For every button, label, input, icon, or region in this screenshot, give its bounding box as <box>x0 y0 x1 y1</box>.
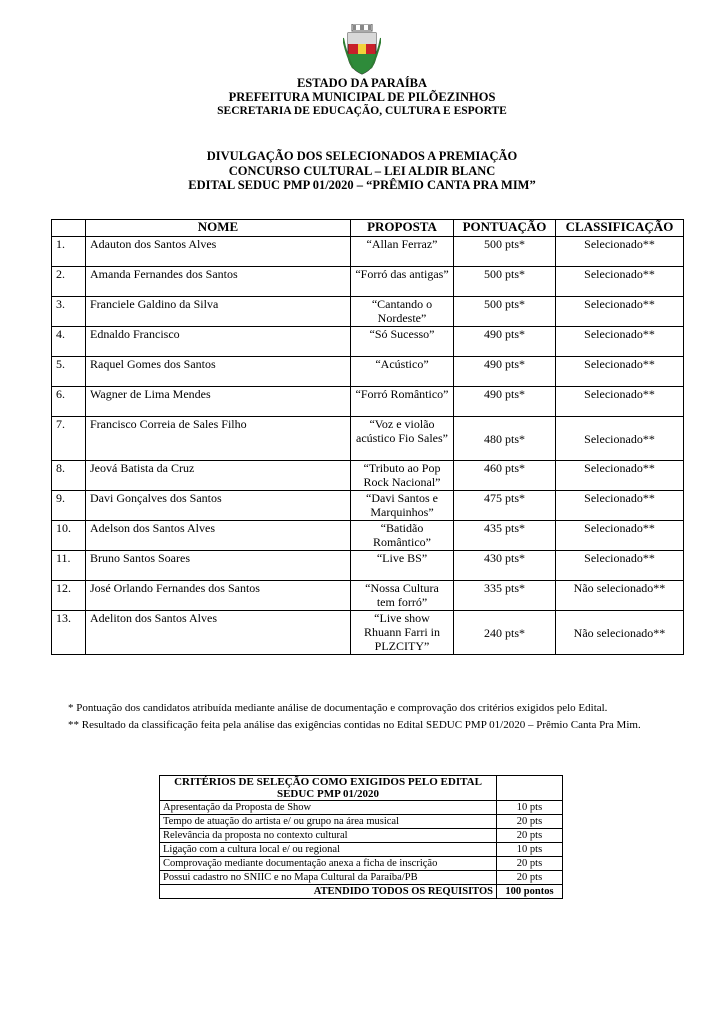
criteria-row <box>160 815 563 829</box>
candidate-name: Davi Gonçalves dos Santos <box>86 491 351 521</box>
criteria-total-label: ATENDIDO TODOS OS REQUISITOS <box>160 885 497 899</box>
classification: Selecionado** <box>556 357 684 387</box>
column-header-number <box>52 220 86 237</box>
row-number: 5. <box>52 357 86 387</box>
proposal-name: “Forró Romântico” <box>351 387 454 417</box>
document-title <box>0 149 724 193</box>
criteria-row <box>160 829 563 843</box>
column-header-proposal: PROPOSTA <box>351 220 454 237</box>
score: 490 pts* <box>454 357 556 387</box>
table-row <box>52 611 684 655</box>
proposal-name: “Batidão Romântico” <box>351 521 454 551</box>
table-row <box>52 267 684 297</box>
proposal-name: “Só Sucesso” <box>351 327 454 357</box>
criteria-points: 20 pts <box>497 871 563 885</box>
criteria-row <box>160 871 563 885</box>
criteria-header: CRITÉRIOS DE SELEÇÃO COMO EXIGIDOS PELO EDITAL SEDUC PMP 01/2020 <box>160 776 497 801</box>
classification: Selecionado** <box>556 491 684 521</box>
classification: Selecionado** <box>556 461 684 491</box>
classification: Selecionado** <box>556 237 684 267</box>
state-name: ESTADO DA PARAÍBA <box>296 76 428 90</box>
table-row <box>52 357 684 387</box>
score: 500 pts* <box>454 267 556 297</box>
proposal-name: “Nossa Cultura tem forró” <box>351 581 454 611</box>
criteria-label: Tempo de atuação do artista e/ ou grupo na área musical <box>160 815 497 829</box>
row-number: 6. <box>52 387 86 417</box>
candidate-name: José Orlando Fernandes dos Santos <box>86 581 351 611</box>
department-name: SECRETARIA DE EDUCAÇÃO, CULTURA E ESPORTE <box>217 105 507 117</box>
candidate-name: Wagner de Lima Mendes <box>86 387 351 417</box>
title-line-3: EDITAL SEDUC PMP 01/2020 – “PRÊMIO CANTA PRA MIM” <box>188 178 536 192</box>
criteria-label: Relevância da proposta no contexto cultural <box>160 829 497 843</box>
proposal-name: “Live show Rhuann Farri in PLZCITY” <box>351 611 454 655</box>
column-header-classification: CLASSIFICAÇÃO <box>556 220 684 237</box>
classification: Não selecionado** <box>556 611 684 655</box>
row-number: 3. <box>52 297 86 327</box>
proposal-name: “Voz e violão acústico Fio Sales” <box>351 417 454 461</box>
score: 335 pts* <box>454 581 556 611</box>
criteria-table <box>159 775 563 899</box>
row-number: 9. <box>52 491 86 521</box>
candidate-name: Francisco Correia de Sales Filho <box>86 417 351 461</box>
classification: Selecionado** <box>556 387 684 417</box>
classification: Selecionado** <box>556 267 684 297</box>
proposal-name: “Live BS” <box>351 551 454 581</box>
score: 435 pts* <box>454 521 556 551</box>
title-line-1: DIVULGAÇÃO DOS SELECIONADOS A PREMIAÇÃO <box>206 149 518 163</box>
criteria-total-points: 100 pontos <box>497 885 563 899</box>
proposal-name: “Forró das antigas” <box>351 267 454 297</box>
score: 500 pts* <box>454 297 556 327</box>
criteria-label: Ligação com a cultura local e/ ou regional <box>160 843 497 857</box>
row-number: 8. <box>52 461 86 491</box>
criteria-label: Possui cadastro no SNIIC e no Mapa Cultural da Paraíba/PB <box>160 871 497 885</box>
score: 240 pts* <box>454 611 556 655</box>
score: 500 pts* <box>454 237 556 267</box>
title-line-2: CONCURSO CULTURAL – LEI ALDIR BLANC <box>228 163 496 178</box>
candidate-name: Raquel Gomes dos Santos <box>86 357 351 387</box>
score: 490 pts* <box>454 327 556 357</box>
candidate-name: Adelson dos Santos Alves <box>86 521 351 551</box>
candidate-name: Franciele Galdino da Silva <box>86 297 351 327</box>
proposal-name: “Davi Santos e Marquinhos” <box>351 491 454 521</box>
score: 490 pts* <box>454 387 556 417</box>
document-header <box>0 76 724 118</box>
table-row <box>52 581 684 611</box>
classification: Selecionado** <box>556 417 684 461</box>
candidate-name: Adauton dos Santos Alves <box>86 237 351 267</box>
table-row <box>52 327 684 357</box>
row-number: 7. <box>52 417 86 461</box>
proposal-name: “Acústico” <box>351 357 454 387</box>
municipality-name: PREFEITURA MUNICIPAL DE PILÕEZINHOS <box>228 90 496 104</box>
criteria-points: 20 pts <box>497 815 563 829</box>
footnote-score: * Pontuação dos candidatos atribuída mediante análise de documentação e comprovação dos critérios exigidos pelo Edital. <box>68 702 608 714</box>
criteria-label: Apresentação da Proposta de Show <box>160 801 497 815</box>
classification: Não selecionado** <box>556 581 684 611</box>
criteria-row <box>160 857 563 871</box>
row-number: 12. <box>52 581 86 611</box>
classification: Selecionado** <box>556 327 684 357</box>
classification: Selecionado** <box>556 551 684 581</box>
score: 480 pts* <box>454 417 556 461</box>
classification: Selecionado** <box>556 521 684 551</box>
criteria-points: 10 pts <box>497 801 563 815</box>
criteria-row <box>160 801 563 815</box>
table-row <box>52 417 684 461</box>
candidate-name: Ednaldo Francisco <box>86 327 351 357</box>
table-row <box>52 521 684 551</box>
row-number: 11. <box>52 551 86 581</box>
table-header-row <box>52 220 684 237</box>
candidate-name: Jeová Batista da Cruz <box>86 461 351 491</box>
table-row <box>52 551 684 581</box>
criteria-header-row <box>160 776 563 801</box>
row-number: 1. <box>52 237 86 267</box>
candidate-name: Adeliton dos Santos Alves <box>86 611 351 655</box>
criteria-header-blank <box>497 776 563 801</box>
table-row <box>52 491 684 521</box>
table-row <box>52 237 684 267</box>
criteria-total-row <box>160 885 563 899</box>
table-row <box>52 461 684 491</box>
table-row <box>52 297 684 327</box>
criteria-points: 10 pts <box>497 843 563 857</box>
score: 430 pts* <box>454 551 556 581</box>
criteria-points: 20 pts <box>497 857 563 871</box>
column-header-score: PONTUAÇÃO <box>454 220 556 237</box>
criteria-label: Comprovação mediante documentação anexa a ficha de inscrição <box>160 857 497 871</box>
score: 460 pts* <box>454 461 556 491</box>
proposal-name: “Cantando o Nordeste” <box>351 297 454 327</box>
results-table <box>51 219 684 655</box>
candidate-name: Bruno Santos Soares <box>86 551 351 581</box>
footnotes <box>68 700 678 734</box>
column-header-name: NOME <box>86 220 351 237</box>
footnote-classification: ** Resultado da classificação feita pela análise das exigências contidas no Edital SEDUC PMP 01/2020 – Prêmio Canta Pra Mim. <box>68 719 641 731</box>
row-number: 4. <box>52 327 86 357</box>
row-number: 13. <box>52 611 86 655</box>
criteria-row <box>160 843 563 857</box>
classification: Selecionado** <box>556 297 684 327</box>
coat-of-arms-icon <box>343 24 381 76</box>
row-number: 10. <box>52 521 86 551</box>
table-row <box>52 387 684 417</box>
criteria-points: 20 pts <box>497 829 563 843</box>
row-number: 2. <box>52 267 86 297</box>
proposal-name: “Allan Ferraz” <box>351 237 454 267</box>
proposal-name: “Tributo ao Pop Rock Nacional” <box>351 461 454 491</box>
candidate-name: Amanda Fernandes dos Santos <box>86 267 351 297</box>
score: 475 pts* <box>454 491 556 521</box>
